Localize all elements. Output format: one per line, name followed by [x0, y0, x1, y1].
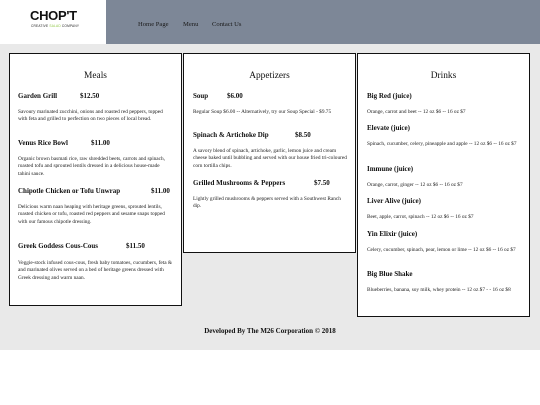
appetizers-panel [183, 53, 356, 253]
drink-name: Big Blue Shake [367, 270, 413, 278]
nav-link-home[interactable]: Home Page [138, 21, 169, 28]
meal-price: $12.50 [80, 92, 100, 100]
drink-description: Orange, carrot, ginger -- 12 oz $6 -- 16 oz $7 [367, 182, 463, 188]
drink-name: Elevate (juice) [367, 124, 410, 132]
appetizer-description: A savory blend of spinach, artichoke, garlic, lemon juice and cream cheese baked until bubbling and served with our house fried tri-coloured corn tortilla chips. [193, 148, 347, 169]
drink-description: Beet, apple, carrot, spinach -- 12 oz $6 -- 16 oz $7 [367, 214, 474, 220]
meal-price: $11.50 [126, 242, 145, 250]
drink-description: Blueberries, banana, soy milk, whey protein -- 12 oz $7 - - 16 oz $8 [367, 287, 511, 293]
nav-link-menu[interactable]: Menu [183, 21, 199, 28]
meal-price: $11.00 [91, 139, 110, 147]
meals-title: Meals [84, 71, 107, 81]
appetizer-price: $8.50 [295, 131, 311, 139]
meal-name: Garden Grill [18, 92, 58, 100]
meal-description: Delicious warm naan heaping with heritage greens, sprouted lentils, roasted chicken or tofu, roasted red peppers and sesame snaps topped with our famous chipotle dressing. [18, 204, 165, 225]
meal-name: Greek Goddess Cous-Cous [18, 242, 98, 250]
meal-description: Organic brown basmati rice, raw shredded beets, carrots and spinach, roasted tofu and sprouted lentils dressed in a delicious house-made tahini sauce. [18, 156, 165, 177]
meal-description: Veggie-stock infused cous-cous, fresh baby tomatoes, cucumbers, feta & and marinated olives served on a bed of heritage greens dressed with Greek dressing and warm naan. [18, 260, 173, 281]
drink-description: Spinach, cucumber, celery, pineapple and apple -- 12 oz $6 -- 16 oz $7 [367, 141, 517, 147]
appetizers-title: Appetizers [249, 71, 290, 81]
drinks-panel [357, 53, 530, 317]
nav-link-contact[interactable]: Contact Us [212, 21, 242, 28]
drink-name: Liver Alive (juice) [367, 197, 421, 205]
meal-price: $11.00 [151, 187, 170, 195]
meal-name: Chipotle Chicken or Tofu Unwrap [18, 187, 121, 195]
drink-description: Orange, carrot and beet -- 12 oz $6 -- 16 oz $7 [367, 109, 466, 115]
meal-description: Savoury marinated zucchini, onions and roasted red peppers, topped with feta and grilled to perfection on two pieces of local bread. [18, 109, 163, 123]
appetizer-name: Soup [193, 92, 209, 100]
footer-credit: Developed By The M26 Corporation © 2018 [204, 327, 336, 335]
drink-name: Yin Elixir (juice) [367, 230, 418, 238]
drink-name: Big Red (juice) [367, 92, 412, 100]
meal-name: Venus Rice Bowl [18, 139, 68, 147]
logo[interactable] [0, 0, 106, 44]
appetizer-price: $6.00 [227, 92, 243, 100]
appetizer-description: Regular Soup $6.00 -- Alternatively, try our Soup Special - $9.75 [193, 109, 332, 115]
appetizer-price: $7.50 [314, 179, 330, 187]
drinks-title: Drinks [430, 71, 457, 81]
logo-tagline: CREATIVE SALAD COMPANY [31, 24, 80, 28]
drink-description: Celery, cucumber, spinach, pear, lemon or lime -- 12 oz $6 -- 16 oz $7 [367, 247, 516, 253]
appetizer-name: Spinach & Artichoke Dip [193, 131, 269, 139]
appetizer-name: Grilled Mushrooms & Peppers [193, 179, 286, 187]
appetizer-description: Lightly grilled mushrooms & peppers served with a Southwest Ranch dip. [193, 196, 341, 210]
drink-name: Immune (juice) [367, 165, 414, 173]
logo-wordmark: CHOP'T [30, 8, 77, 23]
meals-panel [9, 53, 182, 306]
site-header [0, 0, 540, 44]
